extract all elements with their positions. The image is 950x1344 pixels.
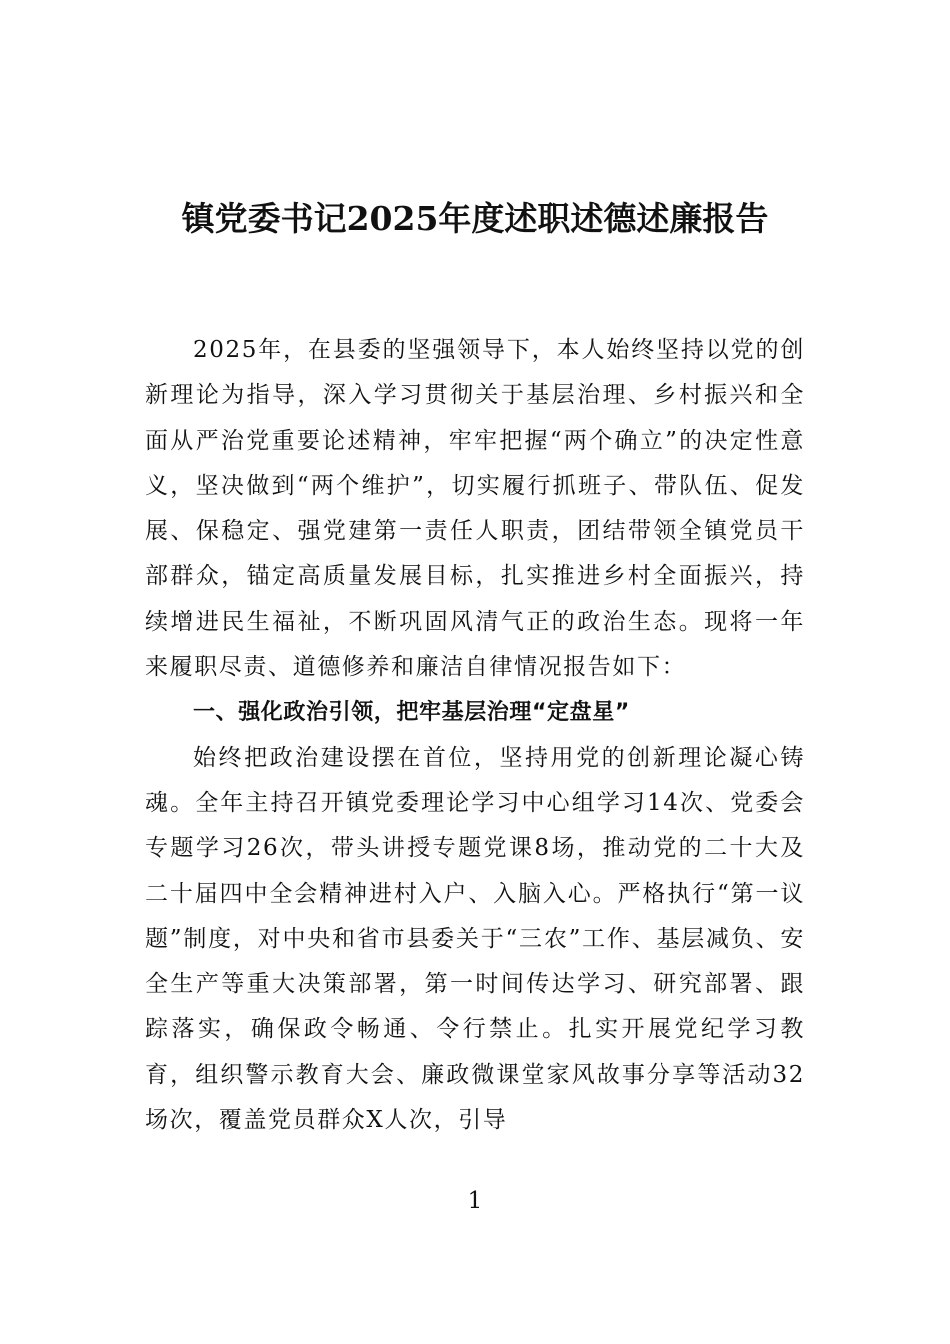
document-body [145, 328, 805, 1143]
intro-paragraph: 2025年，在县委的坚强领导下，本人始终坚持以党的创新理论为指导，深入学习贯彻关于基层治理、乡村振兴和全面从严治党重要论述精神，牢牢把握“两个确立”的决定性意义，坚决做到“两个维护”，切实履行抓班子、带队伍、促发展、保稳定、强党建第一责任人职责，团结带领全镇党员干部群众，锚定高质量发展目标，扎实推进乡村全面振兴，持续增进民生福祉，不断巩固风清气正的政治生态。现将一年来履职尽责、道德修养和廉洁自律情况报告如下： [145, 337, 805, 681]
page-number: 1 [467, 1188, 483, 1214]
section-heading: 一、强化政治引领，把牢基层治理“定盘星” [193, 700, 630, 726]
document-title: 镇党委书记2025年度述职述德述廉报告 [181, 199, 769, 238]
section-paragraph: 始终把政治建设摆在首位，坚持用党的创新理论凝心铸魂。全年主持召开镇党委理论学习中心组学习14次、党委会专题学习26次，带头讲授专题党课8场，推动党的二十大及二十届四中全会精神进村入户、入脑入心。严格执行“第一议题”制度，对中央和省市县委关于“三农”工作、基层减负、安全生产等重大决策部署，第一时间传达学习、研究部署、跟踪落实，确保政令畅通、令行禁止。扎实开展党纪学习教育，组织警示教育大会、廉政微课堂家风故事分享等活动32场次，覆盖党员群众X人次，引导 [145, 744, 805, 1134]
